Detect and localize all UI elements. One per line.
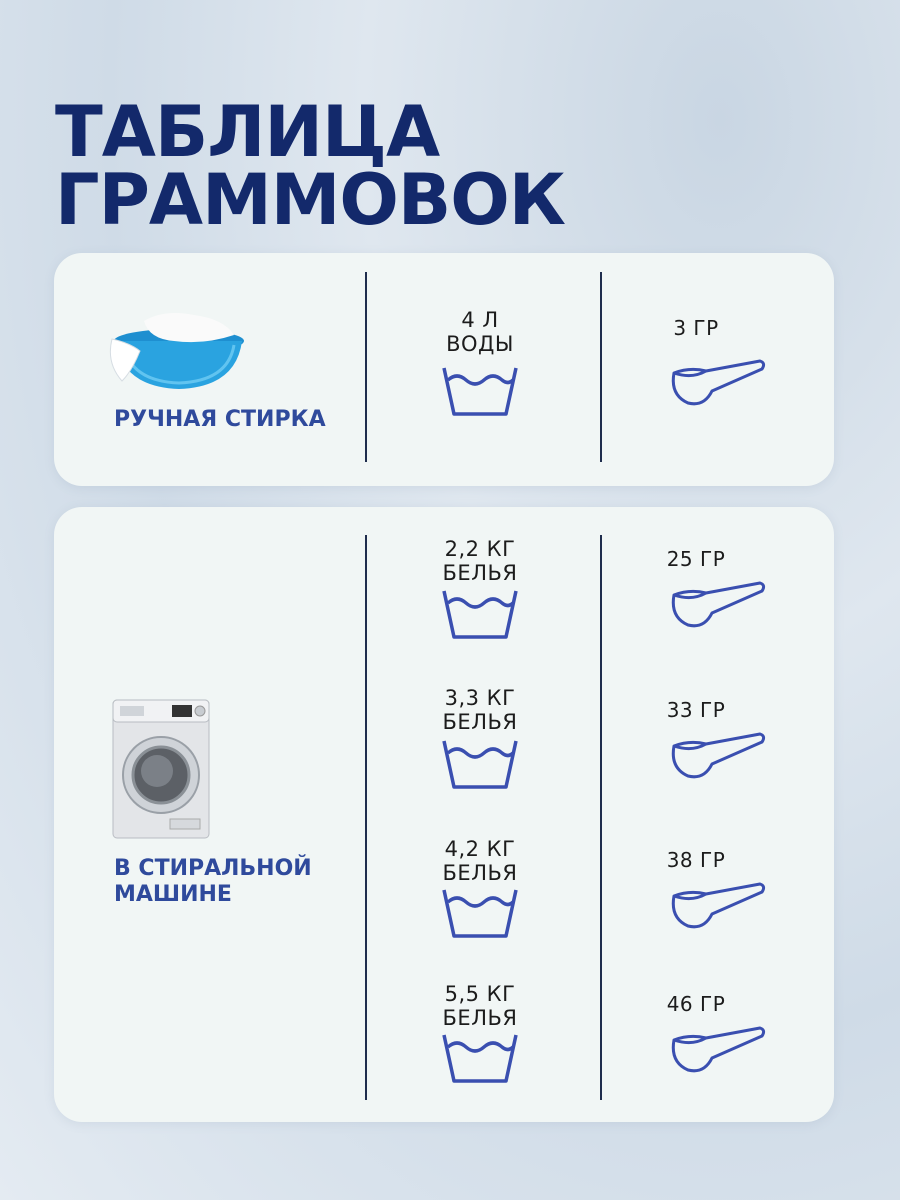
- dose-amount: 3 ГР: [673, 316, 719, 340]
- wash-tub-icon: [440, 364, 520, 419]
- hand-wash-label: РУЧНАЯ СТИРКА: [114, 407, 326, 432]
- title-line-1: ТАБЛИЦА: [55, 91, 440, 173]
- laundry-amount: 3,3 КГ БЕЛЬЯ: [442, 686, 518, 734]
- dose-amount: 33 ГР: [666, 698, 726, 722]
- water-amount: 4 Л ВОДЫ: [446, 308, 514, 356]
- divider: [365, 535, 367, 1100]
- laundry-amount: 4,2 КГ БЕЛЬЯ: [442, 837, 518, 885]
- wash-tub-icon: [440, 886, 520, 941]
- laundry-amount: 5,5 КГ БЕЛЬЯ: [442, 982, 518, 1030]
- wash-basin-icon: [104, 311, 254, 391]
- wash-tub-icon: [440, 737, 520, 792]
- laundry-amount: 2,2 КГ БЕЛЬЯ: [442, 537, 518, 585]
- title-line-2: ГРАММОВОК: [55, 159, 565, 241]
- measuring-scoop-icon: [666, 874, 770, 934]
- divider: [600, 272, 602, 462]
- wash-tub-icon: [440, 587, 520, 642]
- measuring-scoop-icon: [666, 351, 770, 411]
- machine-wash-label: В СТИРАЛЬНОЙ МАШИНЕ: [114, 856, 312, 907]
- machine-wash-card: [54, 507, 834, 1122]
- dose-amount: 46 ГР: [666, 992, 726, 1016]
- dose-amount: 38 ГР: [666, 848, 726, 872]
- hand-wash-card: [54, 253, 834, 486]
- washing-machine-icon: [112, 699, 210, 839]
- measuring-scoop-icon: [666, 724, 770, 784]
- divider: [600, 535, 602, 1100]
- measuring-scoop-icon: [666, 573, 770, 633]
- page-title: [55, 91, 565, 241]
- divider: [365, 272, 367, 462]
- dose-amount: 25 ГР: [666, 547, 726, 571]
- measuring-scoop-icon: [666, 1018, 770, 1078]
- wash-tub-icon: [440, 1031, 520, 1086]
